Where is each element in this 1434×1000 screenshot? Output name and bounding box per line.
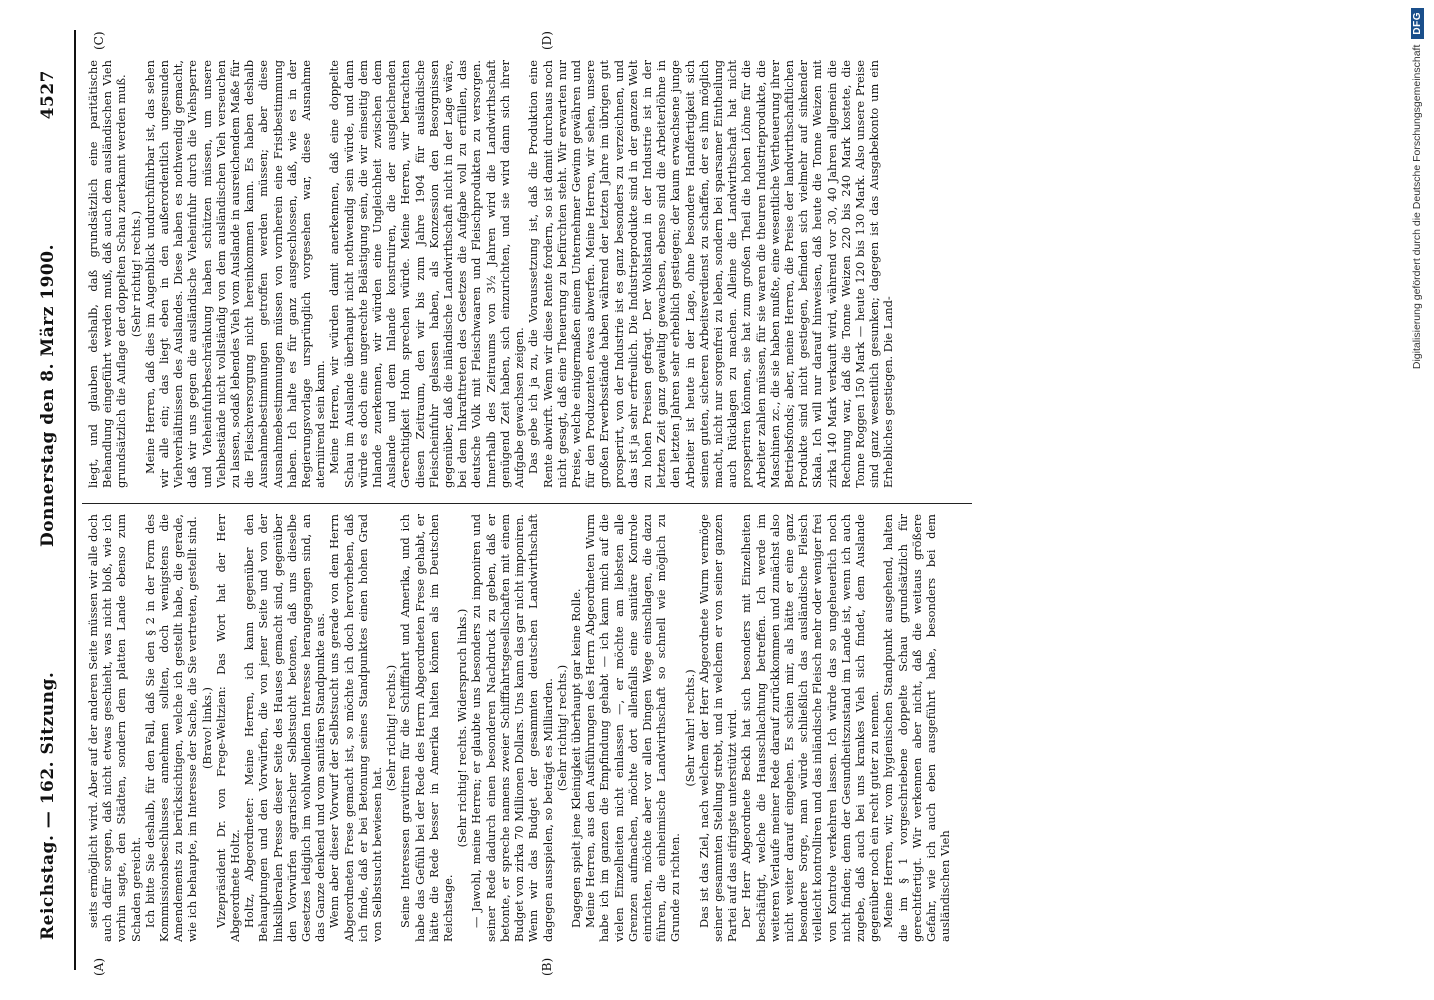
paragraph: seits ermöglicht wird. Aber auf der anderen Seite müssen wir alle doch auch dafür sorgen, daß nicht etwas geschieht, was nicht bloß, wie ich vorhin sagte, den Städten, sondern dem platten Lande ebenso zum Schaden gereicht. [86, 514, 143, 942]
right-column [86, 60, 966, 488]
paragraph: Das gebe ich ja zu, die Voraussetzung ist, daß die Produktion eine Rente abwirft. Wenn wir diese Rente fordern, so ist damit durchaus noch nicht gesagt, daß eine Theuerung zu befürchten steht. Wir erwarten nur Preise, welche einigermaßen einem Unternehmer Gewinn gewähren und für den Produzenten etwas abwerfen. Meine Herren, wir sehen, unsere großen Erwerbsstände haben während der letzten Jahre im übrigen gut prosperirt, von der Industrie ist es ganz besonders zu verzeichnen, und das ist ja sehr erfreulich. Die Industrieprodukte sind in der ganzen Welt zu hohen Preisen gefragt. Der Wohlstand in der Industrie ist in der letzten Zeit ganz gewaltig gewachsen, ebenso sind die Arbeiterlöhne in den letzten Jahren sehr erheblich gestiegen; der kaum erwachsene junge Arbeiter ist heute in der Lage, ohne besondere Handfertigkeit sich seinen guten, sicheren Arbeitsverdienst zu schaffen, der es ihm möglich macht, nicht nur sorgenfrei zu leben, sondern bei sparsamer Eintheilung auch Rücklagen zu machen. Alleine die Landwirthschaft hat nicht prosperiren können, sie hat zum großen Theil die hohen Löhne für die Arbeiter zahlen müssen, für sie waren die theuren Industrieprodukte, die Maschinen zc., die sie haben mußte, eine wesentliche Vertheuerung ihrer Betriebsfonds; aber, meine Herren, die Preise der landwirthschaftlichen Produkte sind nicht gestiegen, befinden sich vielmehr auf sinkender Skala. Ich will nur darauf hinweisen, daß heute die Tonne Weizen mit zirka 140 Mark verkauft wird, während vor 30, 40 Jahren allgemein die Rechnung war, daß die Tonne Weizen 220 bis 240 Mark kostete, die Tonne Roggen 150 Mark — heute 120 bis 130 Mark. Also unsere Preise sind ganz wesentlich gesunken; dagegen ist das Ausgabekonto um ein Erhebliches gestiegen. Die Land- [526, 60, 896, 488]
interjection: (Sehr richtig! rechts.) [554, 664, 569, 792]
interjection: (Sehr richtig! rechts.) [384, 664, 399, 792]
paragraph: Seine Interessen gravitiren für die Schifffahrt und Amerika, und ich habe das Gefühl bei der Rede des Herrn Abgeordneten Frese gehabt, er hätte die Rede besser in Amerika halten können als im Deutschen Reichstage. [398, 514, 456, 942]
paragraph: Holtz, Abgeordneter: Meine Herren, ich kann gegenüber den Behauptungen und den Vorwürfen, die von jener Seite und von der linksliberalen Presse dieser Seite des Hauses gemacht sind, gegenüber den Vorwürfen agrarischer Selbstsucht betonen, daß uns dieselbe Gesetzes lediglich im wohlwollenden Interesse herangegangen sind, an das Ganze denkend und vom sanitären Standpunkte aus. [242, 514, 328, 942]
margin-mark-c: (C) [92, 31, 106, 50]
dfg-logo: DFG [1411, 8, 1424, 39]
left-column [86, 514, 966, 942]
page-header [38, 70, 68, 940]
paragraph: Ich bitte Sie deshalb, für den Fall, daß Sie den § 2 in der Form des Kommissionsbeschlusses annehmen sollten, doch wenigstens die Amendements zu berücksichtigen, welche ich gestellt habe, die gerade, wie ich behaupte, im Interesse der Sache, die Sie vertreten, gestellt sind. [142, 514, 200, 942]
paragraph: liegt, und glauben deshalb, daß grundsätzlich eine paritätische Behandlung eingeführt werden muß, daß auch dem ausländischen Vieh grundsätzlich die Auflage der doppelten Schau zuerkannt werden muß. [86, 60, 129, 488]
interjection: (Bravo! links.) [199, 687, 214, 769]
page-number: 4527 [38, 70, 58, 120]
header-rule [74, 30, 76, 970]
interjection: (Sehr wahr! rechts.) [682, 669, 697, 787]
header-session: Reichstag. — 162. Sitzung. [38, 671, 58, 940]
interjection: (Sehr richtig! rechts.) [128, 210, 143, 338]
margin-mark-b: (B) [540, 957, 554, 976]
column-separator [82, 503, 972, 504]
dfg-credit [1406, 8, 1428, 598]
paragraph: — Jawohl, meine Herren; er glaubte uns besonders zu imponiren und seiner Rede dadurch einen besonderen Nachdruck zu geben, daß er betonte, er spreche namens zweier Schifffahrtsgesellschaften mit einem Budget von zirka 70 Millionen Dollars. Uns kann das gar nicht imponiren. Wenn wir das Budget der gesammten deutschen Landwirthschaft dagegen ausspielen, so beträgt es Milliarden. [469, 514, 555, 942]
paragraph: Wenn aber dieser Vorwurf der Selbstsucht uns gerade von dem Herrn Abgeordneten Frese gemacht ist, so möchte ich doch hervorheben, daß ich finde, daß er bei Betonung seines Standpunktes einen hohen Grad von Selbstsucht bewiesen hat. [327, 514, 385, 942]
margin-mark-a: (A) [92, 957, 106, 976]
paragraph: Meine Herren, wir würden damit anerkennen, daß eine doppelte Schau im Auslande überhaupt nicht nothwendig sein würde, und dann würde es doch eine ungerechte Belästigung sein, die wir einseitig dem Inlande zuerkennen, wir würden eine Ungleichheit zwischen dem Auslande und dem Inlande konstruiren, die der ausgleichenden Gerechtigkeit Hohn sprechen würde. Meine Herren, wir betrachten diesen Zeitraum, den wir bis zum Jahre 1904 für ausländische Fleischeinfuhr gelassen haben, als Konzession den Besorgnissen gegenüber, daß die inländische Landwirthschaft nicht in der Lage wäre, bei dem Inkrafttreten des Gesetzes die Aufgabe voll zu erfüllen, das deutsche Volk mit Fleischwaaren und Fleischprodukten zu versorgen. Innerhalb des Zeitraums von 3½ Jahren wird die Landwirthschaft genügend Zeit haben, sich einzurichten, und sie wird dann sich ihrer Aufgabe gewachsen zeigen. [327, 60, 527, 488]
paragraph: Der Herr Abgeordnete Beckh hat sich besonders mit Einzelheiten beschäftigt, welche die Hausschlachtung betreffen. Ich werde im weiteren Verlaufe meiner Rede darauf zurückkommen und zunächst also nicht weiter darauf eingehen. Es schien mir, als hätte er eine ganz besondere Sorge, man würde schließlich das ausländische Fleisch vielleicht kontrolliren und das inländische Fleisch mehr oder weniger frei von Kontrole verkehren lassen. Ich würde das so ungeheuerlich noch nicht finden; denn der Gesundheitszustand im Lande ist, wenn ich auch zugebe, daß auch bei uns krankes Vieh sich findet, dem Auslande gegenüber noch ein recht guter zu nennen. [739, 514, 882, 942]
interjection: (Sehr richtig! rechts. Widerspruch links.) [455, 608, 470, 848]
header-date: Donnerstag den 8. März 1900. [38, 243, 58, 548]
paragraph: Das ist das Ziel, nach welchem der Herr Abgeordnete Wurm vermöge seiner gesammten Stellung strebt, und in welchem er von seiner ganzen Partei auf das eifrigste unterstützt wird. [696, 514, 740, 942]
paragraph: Meine Herren, aus den Ausführungen des Herrn Abgeordneten Wurm habe ich im ganzen die Empfindung gehabt — ich kann mich auf die vielen Einzelheiten nicht einlassen —, er möchte am liebsten alle Grenzen aufmachen, möchte dort allenfalls eine sanitäre Kontrole einrichten, möchte aber vor allen Dingen Wege einschlagen, die dazu führen, die einheimische Landwirthschaft so schnell wie möglich zu Grunde zu richten. [583, 514, 683, 942]
dfg-credit-text: Digitalisierung gefördert durch die Deutsche Forschungsgemeinschaft [1411, 44, 1423, 370]
paragraph: Meine Herren, daß dies im Augenblick undurchführbar ist, das sehen wir alle ein; das liegt eben in den außerordentlich ungesunden Viehverhältnissen des Auslandes. Diese haben es nothwendig gemacht, daß wir uns gegen die ausländische Vieheinfuhr durch die Viehsperre und Vieheinfuhrbeschränkung haben schützen müssen, um unsere Viehbestände nicht vollständig von dem ausländischen Vieh verseuchen zu lassen, sodaß lebendes Vieh vom Auslande in ausreichendem Maße für die Fleischversorgung nicht hereinkommen kann. Es haben deshalb Ausnahmebestimmungen getroffen werden müssen; aber diese Ausnahmebestimmungen müssen von vornherein eine Fristbestimmung haben. Ich halte es für ganz ausgeschlossen, daß, wie es in der Regierungsvorlage ursprünglich vorgesehen war, diese Ausnahme aterniirend sein kann. [142, 60, 328, 488]
paragraph: Dagegen spielt jene Kleinigkeit überhaupt gar keine Rolle. [568, 588, 583, 928]
paragraph: Meine Herren, wir, vom hygienischen Standpunkt ausgehend, halten die im § 1 vorgeschriebene doppelte Schau grundsätzlich für gerechtfertigt. Wir verkennen aber nicht, daß die weitaus größere Gefahr, wie ich auch eben ausgeführt habe, besonders bei dem ausländischen Vieh [881, 514, 953, 942]
margin-mark-d: (D) [540, 31, 554, 50]
paragraph: Vizepräsident Dr. von Frege-Weltzien: Das Wort hat der Herr Abgeordnete Holtz. [213, 514, 243, 942]
